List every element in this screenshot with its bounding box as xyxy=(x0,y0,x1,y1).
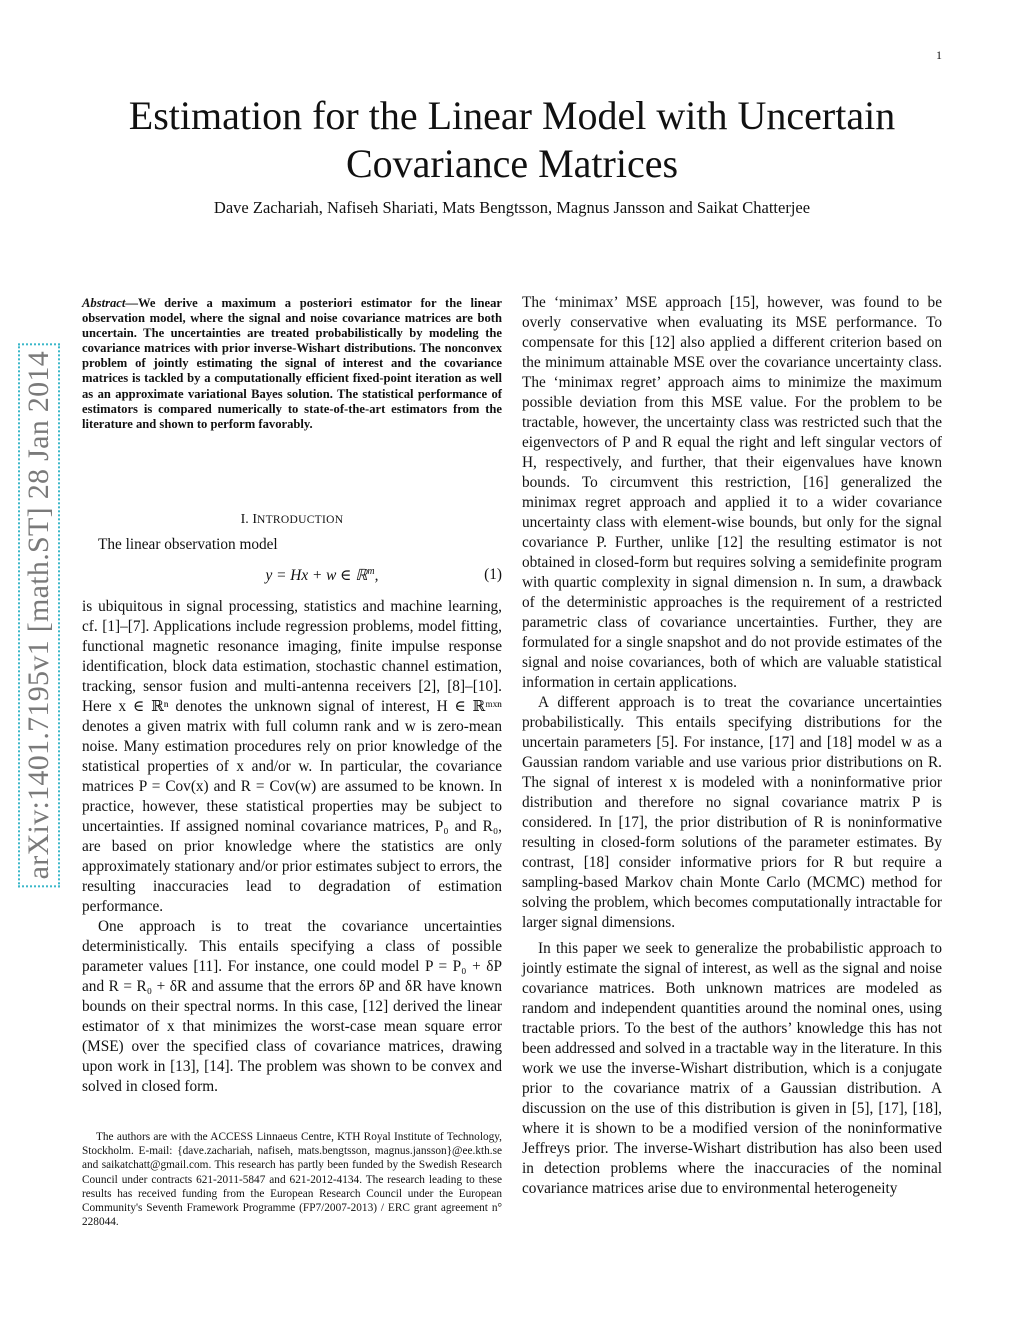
arxiv-sidebar xyxy=(16,315,62,915)
footnote-affiliation: The authors are with the ACCESS Linnaeus Centre, KTH Royal Institute of Technology, Stockholm. E-mail: {dave.zachariah, nafiseh, mats.bengtsson, magnus.jansson}@ee.kth.se and saikatchatt@gmail.com. This research has partly been funded by the Swedish Research Council under contracts 621-2011-5847 and 621-2012-4134. The research leading to these results has received funding from the European Research Council under the European Community's Seventh Framework Programme (FP7/2007-2013) / ERC grant agreement n° 228044. xyxy=(82,1131,502,1229)
paragraph-this-paper: In this paper we seek to generalize the probabilistic approach to jointly estimate the signal of interest, as well as the signal and noise covariance matrices. Both unknown matrices are modeled as random and independent quantities around the nominal ones, using tractable priors. To the best of the authors’ knowledge this has not been addressed and solved in a tractable way in the literature. In this work we use the inverse-Wishart distribution, which is a conjugate prior to the covariance matrix of a Gaussian distribution. A discussion on the use of this distribution is given in [5], [17], [18], where it is shown to be a modified version of the noninformative Jeffreys prior. The inverse-Wishart distribution has also been used in detection problems where the inaccuracies of the nominal covariance matrices arise due to environmental heterogeneity xyxy=(522,940,942,1197)
paragraph-probabilistic: A different approach is to treat the covariance uncertainties probabilistically. This entails specifying distributions for the uncertain parameters [5]. For instance, [17] and [18] model w as a Gaussian random variable and use various prior distributions on R. The signal of interest x is modeled with a noninformative prior distribution and therefore no signal covariance matrix P is considered. In [17], the prior distribution of R is noninformative resulting in closed-form solutions of the parameter estimates. By contrast, [18] consider informative priors for R but require a sampling-based Markov chain Monte Carlo (MCMC) method for solving the problem, which becomes computationally intractable for larger signal dimensions. xyxy=(522,694,942,931)
arxiv-stamp[interactable]: arXiv:1401.7195v1 [math.ST] 28 Jan 2014 xyxy=(18,343,60,887)
equation-expression: y = Hx + w ∈ ℝ$^m$, xyxy=(265,566,379,585)
equation-number: (1) xyxy=(484,566,502,583)
section-first-letter: I xyxy=(252,512,257,527)
left-column-intro xyxy=(82,535,502,555)
paragraph-minimax: The ‘minimax’ MSE approach [15], however, was found to be overly conservative when evaluating its MSE performance. To compensate for this [12] also applied a different criterion based on the minimum attainable MSE over the covariance uncertainty class. The ‘minimax regret’ approach aims to minimize the maximum possible deviation from this MSE value. For the problem to be tractable, however, the uncertainty class was restricted such that the eigenvectors of P and R equal the right and left singular vectors of H, respectively, and further, that their eigenvalues have known bounds. To circumvent this restriction, [16] generalized the minimax regret approach and applied it to a wider covariance uncertainty class with element-wise bounds, but only for the signal covariance P. Further, unlike [12] the resulting estimator is not obtained in closed-form but requires solving a semidefinite program with quartic complexity in signal dimension n. In sum, a drawback of the deterministic approaches is the requirement of a restricted parametric class of covariance uncertainties. Further, they are formulated for a single snapshot and do not provide estimates of the signal and noise covariances, both of which are valuable statistical information in certain applications. xyxy=(522,294,942,691)
paragraph-ubiquitous: is ubiquitous in signal processing, statistics and machine learning, cf. [1]–[7]. Applications include regression problems, model fitting, functional magnetic resonance imaging, finite impulse response identification, block data estimation, stochastic channel estimation, tracking, sensor fusion and multi-antenna receivers [2], [8]–[10]. Here x ∈ ℝⁿ denotes the unknown signal of interest, H ∈ ℝᵐˣⁿ denotes a given matrix with full column rank and w is zero-mean noise. Many estimation procedures rely on prior knowledge of the statistical properties of x and/or w. In particular, the covariance matrices P = Cov(x) and R = Cov(w) are assumed to be known. In practice, however, these statistical properties may be subject to uncertainties. If assigned nominal covariance matrices, P₀ and R₀, are based on prior knowledge where the statistics are only approximately stationary and/or prior estimates subject to errors, the resulting inaccuracies lead to degradation of estimation performance. xyxy=(82,598,502,915)
right-column xyxy=(522,293,942,1199)
paper-title: Estimation for the Linear Model with Uncertain Covariance Matrices xyxy=(128,93,896,186)
abstract-text: —We derive a maximum a posteriori estimator for the linear observation model, where the signal and noise covariance matrices are both uncertain. The uncertainties are treated probabilistically by modeling the covariance matrices with prior inverse-Wishart distributions. The nonconvex problem of jointly estimating the signal of interest and the covariance matrices is tackled by a computationally efficient fixed-point iteration as well as an approximate variational Bayes solution. The statistical performance of estimators is compared numerically to state-of-the-art estimators from the literature and shown to perform favorably. xyxy=(82,296,502,431)
section-number: I. xyxy=(240,512,249,527)
abstract xyxy=(82,296,502,432)
equation-1 xyxy=(82,566,502,588)
section-title-rest: NTRODUCTION xyxy=(256,514,344,526)
section-heading-introduction xyxy=(82,512,502,528)
paper-authors: Dave Zachariah, Nafiseh Shariati, Mats Bengtsson, Magnus Jansson and Saikat Chatterjee xyxy=(213,198,811,217)
left-column-body xyxy=(82,597,502,1097)
intro-sentence: The linear observation model xyxy=(98,536,278,553)
abstract-label: Abstract xyxy=(82,296,126,310)
page-number: 1 xyxy=(936,48,942,62)
paragraph-deterministic: One approach is to treat the covariance uncertainties deterministically. This entails specifying a class of possible parameter values [11]. For instance, one could model P = P₀ + δP and R = R₀ + δR and assume that the errors δP and δR have known bounds on their spectral norms. In this case, [12] derived the linear estimator of x that minimizes the worst-case mean square error (MSE) over the specified class of covariance matrices, drawing upon work in [13], [14]. The problem was shown to be convex and solved in closed form. xyxy=(82,918,502,1095)
